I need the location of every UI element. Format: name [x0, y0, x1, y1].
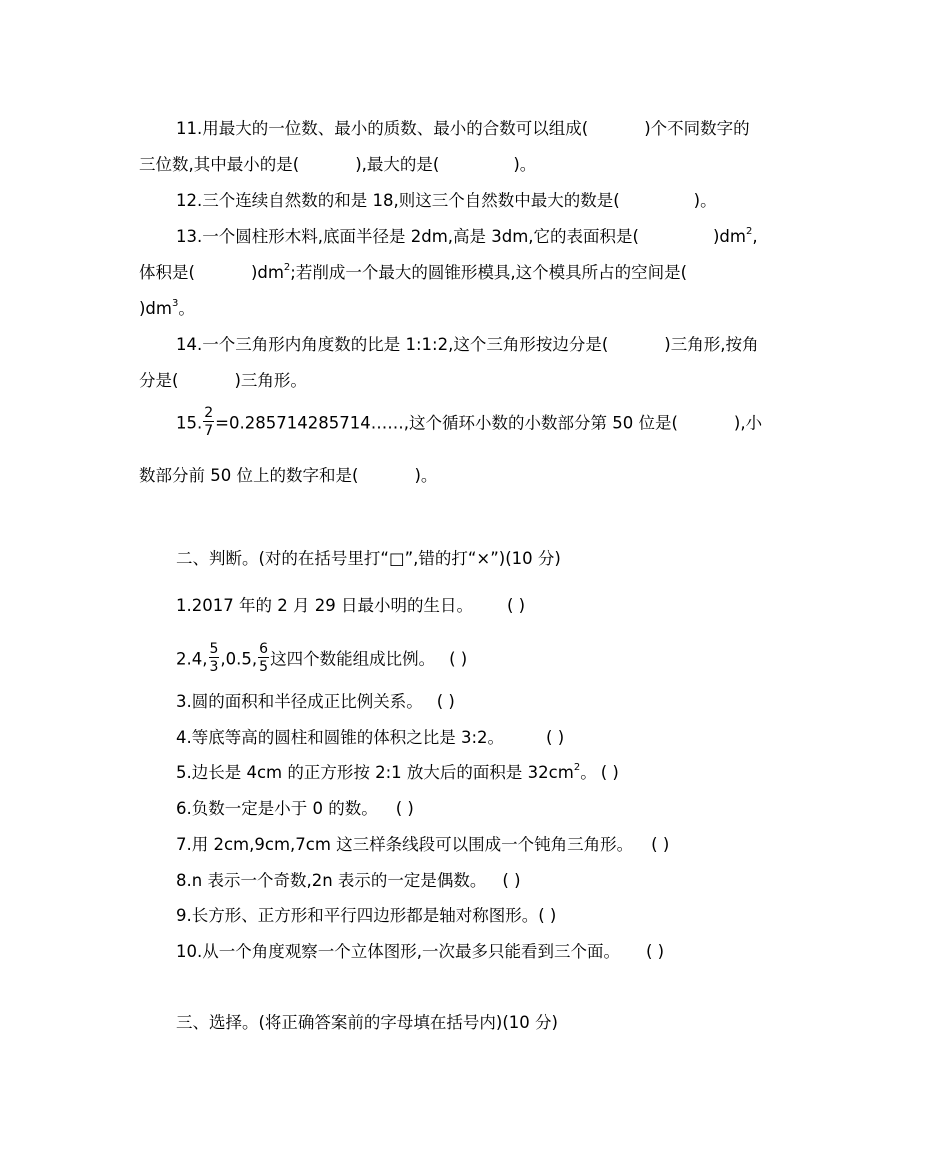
- q12-line: 12.三个连续自然数的和是 18,则这三个自然数中最大的数是( )。: [176, 191, 717, 210]
- judge-item-3: 3.圆的面积和半径成正比例关系。 ( ): [176, 692, 455, 711]
- q13-line1: 13.一个圆柱形木料,底面半径是 2dm,高是 3dm,它的表面积是( )$dm^2$,: [176, 226, 758, 246]
- judge-item-6: 6.负数一定是小于 0 的数。 ( ): [176, 799, 414, 818]
- judge-item-8: 8.n 表示一个奇数,2n 表示的一定是偶数。 ( ): [176, 871, 521, 890]
- answer-paren[interactable]: ( ): [506, 596, 526, 615]
- judge-item-5: 5.边长是 4cm 的正方形按 2:1 放大后的面积是 $32cm^2$。 ( ): [176, 762, 619, 782]
- q11-line2: 三位数,其中最小的是( ),最大的是( )。: [139, 155, 537, 174]
- answer-paren[interactable]: ( ): [436, 692, 455, 711]
- judge-item-10: 10.从一个角度观察一个立体图形,一次最多只能看到三个面。 ( ): [176, 942, 665, 961]
- section-judge-heading: 二、判断。(对的在括号里打“□”,错的打“×”)(10 分): [176, 549, 561, 568]
- q11-line1: 11.用最大的一位数、最小的质数、最小的合数可以组成( )个不同数字的: [176, 119, 750, 138]
- answer-paren[interactable]: ( ): [502, 871, 521, 890]
- answer-paren[interactable]: ( ): [651, 835, 670, 854]
- q15-line2: 数部分前 50 位上的数字和是( )。: [139, 466, 438, 485]
- q14-line1: 14.一个三角形内角度数的比是 1:1:2,这个三角形按边分是( )三角形,按角: [176, 335, 759, 354]
- judge-item-9: 9.长方形、正方形和平行四边形都是轴对称图形。( ): [176, 906, 557, 925]
- fraction-6-5: $\frac{6}{5}$: [259, 641, 269, 675]
- answer-paren[interactable]: ( ): [600, 763, 619, 782]
- q14-line2: 分是( )三角形。: [139, 371, 307, 390]
- answer-paren[interactable]: ( ): [646, 942, 665, 961]
- fraction-2-7: $\frac{2}{7}$: [204, 405, 214, 439]
- answer-paren[interactable]: ( ): [449, 649, 468, 669]
- judge-item-7: 7.用 2cm,9cm,7cm 这三样条线段可以围成一个钝角三角形。 ( ): [176, 835, 670, 854]
- q13-line2: 体积是( )$dm^2$;若削成一个最大的圆锥形模具,这个模具所占的空间是(: [139, 262, 688, 282]
- q15-line1: 15. $\frac{2}{7}$ =0.285714285714……,这个循环小数的小数部分第 50 位是( ),小: [176, 405, 763, 439]
- judge-item-4: 4.等底等高的圆柱和圆锥的体积之比是 3:2。 ( ): [176, 728, 565, 747]
- fraction-5-3: $\frac{5}{3}$: [209, 641, 219, 675]
- judge-item-1: 1.2017 年的 2 月 29 日最小明的生日。 ( ): [176, 596, 526, 615]
- answer-paren[interactable]: ( ): [395, 799, 414, 818]
- section-choice-heading: 三、选择。(将正确答案前的字母填在括号内)(10 分): [176, 1013, 558, 1032]
- answer-paren[interactable]: ( ): [546, 728, 565, 747]
- q13-line3: )$dm^3$。: [139, 298, 195, 318]
- answer-paren[interactable]: ( ): [538, 906, 557, 925]
- judge-item-2: 2.4, $\frac{5}{3}$ ,0.5, $\frac{6}{5}$ 这四个数能组成比例。 ( ): [176, 641, 468, 675]
